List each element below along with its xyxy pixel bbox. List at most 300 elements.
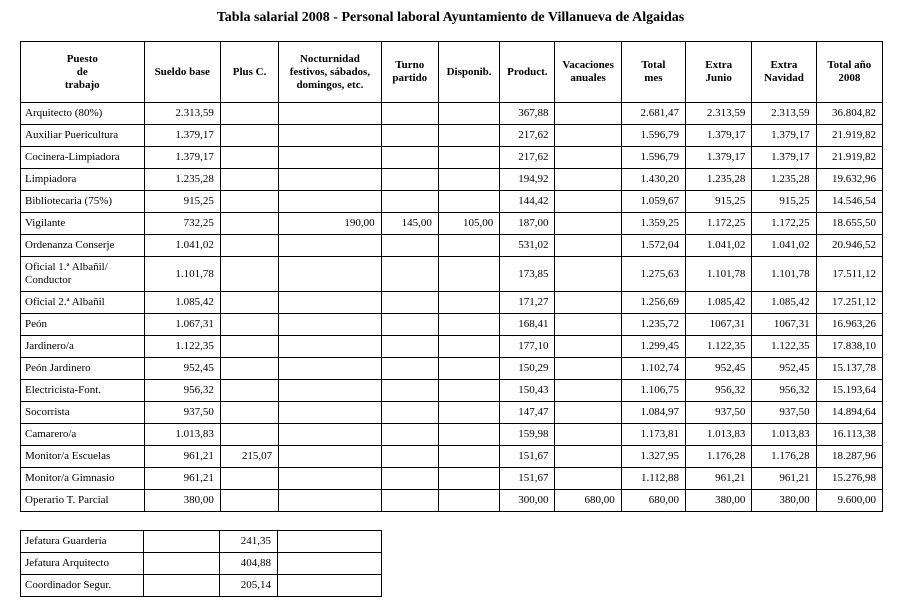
puesto-text: Operario T. Parcial	[25, 494, 109, 506]
header-text: Product.	[507, 65, 548, 78]
plus-c-cell	[220, 257, 278, 292]
disponib-cell	[438, 191, 499, 213]
vacaciones-cell	[555, 358, 621, 380]
puesto-text: Limpiadora	[25, 173, 77, 185]
product-cell: 173,85	[500, 257, 555, 292]
total-ano-cell: 36.804,82	[816, 103, 882, 125]
extra-navidad-cell: 915,25	[752, 191, 816, 213]
plus-c-cell	[220, 490, 278, 512]
nocturnidad-cell	[279, 257, 381, 292]
vacaciones-cell	[555, 147, 621, 169]
sueldo-base-cell: 1.101,78	[144, 257, 220, 292]
supplement-empty-cell	[278, 553, 382, 575]
vacaciones-header	[555, 42, 621, 103]
plus-c-cell	[220, 424, 278, 446]
extra-junio-cell: 1.013,83	[686, 424, 752, 446]
puesto-text: Monitor/a Gimnasio	[25, 472, 115, 484]
supplement-row	[21, 531, 382, 553]
extra-navidad-cell: 1.041,02	[752, 235, 816, 257]
table-row	[21, 191, 883, 213]
sueldo-base-cell: 961,21	[144, 446, 220, 468]
extra-junio-cell: 1.176,28	[686, 446, 752, 468]
vacaciones-cell	[555, 292, 621, 314]
vacaciones-cell	[555, 169, 621, 191]
plus-c-cell	[220, 358, 278, 380]
turno-partido-cell	[381, 147, 438, 169]
supplement-empty-cell	[144, 575, 220, 597]
supplement-empty-cell	[144, 553, 220, 575]
total-ano-cell: 14.546,54	[816, 191, 882, 213]
sueldo-base-cell: 1.085,42	[144, 292, 220, 314]
turno-partido-cell	[381, 468, 438, 490]
vacaciones-cell	[555, 191, 621, 213]
product-cell: 177,10	[500, 336, 555, 358]
sueldo-base-cell: 380,00	[144, 490, 220, 512]
turno-partido-cell	[381, 292, 438, 314]
puesto-cell	[21, 380, 145, 402]
turno-partido-cell	[381, 402, 438, 424]
nocturnidad-cell	[279, 402, 381, 424]
total-mes-cell: 680,00	[621, 490, 685, 512]
vacaciones-cell	[555, 257, 621, 292]
disponib-cell	[438, 103, 499, 125]
puesto-text: Monitor/a Escuelas	[25, 450, 111, 462]
vacaciones-cell	[555, 380, 621, 402]
puesto-cell	[21, 213, 145, 235]
disponib-cell	[438, 336, 499, 358]
turno-partido-cell	[381, 446, 438, 468]
table-header-row	[21, 42, 883, 103]
nocturnidad-cell	[279, 468, 381, 490]
supplement-puesto-cell: Coordinador Segur.	[21, 575, 144, 597]
product-cell: 151,67	[500, 446, 555, 468]
table-row	[21, 468, 883, 490]
nocturnidad-cell	[279, 336, 381, 358]
puesto-cell	[21, 191, 145, 213]
vacaciones-cell	[555, 314, 621, 336]
header-text: Disponib.	[446, 65, 492, 78]
turno-partido-header	[381, 42, 438, 103]
extra-navidad-cell: 1.379,17	[752, 147, 816, 169]
disponib-cell	[438, 402, 499, 424]
header-text: Sueldo base	[154, 65, 210, 78]
product-cell: 300,00	[500, 490, 555, 512]
product-cell: 159,98	[500, 424, 555, 446]
disponib-cell	[438, 358, 499, 380]
total-ano-cell: 14.894,64	[816, 402, 882, 424]
salary-table	[20, 41, 883, 512]
vacaciones-cell	[555, 446, 621, 468]
vacaciones-cell	[555, 424, 621, 446]
product-cell: 217,62	[500, 147, 555, 169]
extra-navidad-cell: 937,50	[752, 402, 816, 424]
puesto-text: Cocinera-Limpiadora	[25, 151, 120, 163]
puesto-text: Peón Jardinero	[25, 362, 91, 374]
product-cell: 150,29	[500, 358, 555, 380]
extra-junio-header	[686, 42, 752, 103]
vacaciones-cell	[555, 468, 621, 490]
puesto-text: Peón	[25, 318, 47, 330]
puesto-cell	[21, 257, 145, 292]
nocturnidad-header	[279, 42, 381, 103]
plus-c-cell	[220, 314, 278, 336]
table-row	[21, 292, 883, 314]
disponib-cell: 105,00	[438, 213, 499, 235]
supplement-plus-c-cell: 241,35	[220, 531, 278, 553]
disponib-cell	[438, 380, 499, 402]
total-ano-cell: 17.511,12	[816, 257, 882, 292]
extra-junio-cell: 956,32	[686, 380, 752, 402]
puesto-cell	[21, 103, 145, 125]
vacaciones-cell	[555, 103, 621, 125]
extra-junio-cell: 1.101,78	[686, 257, 752, 292]
sueldo-base-cell: 961,21	[144, 468, 220, 490]
table-row	[21, 336, 883, 358]
header-text: Vacaciones	[562, 59, 614, 71]
extra-navidad-cell: 2.313,59	[752, 103, 816, 125]
total-mes-cell: 2.681,47	[621, 103, 685, 125]
extra-junio-cell: 2.313,59	[686, 103, 752, 125]
extra-navidad-cell: 1.172,25	[752, 213, 816, 235]
extra-navidad-cell: 1.122,35	[752, 336, 816, 358]
plus-c-cell	[220, 213, 278, 235]
puesto-cell	[21, 402, 145, 424]
header-text: Plus C.	[232, 65, 267, 78]
table-row	[21, 103, 883, 125]
header-text: partido	[392, 72, 428, 84]
puesto-cell	[21, 424, 145, 446]
product-cell: 171,27	[500, 292, 555, 314]
supplement-puesto-cell: Jefatura Guardería	[21, 531, 144, 553]
plus-c-cell: 215,07	[220, 446, 278, 468]
puesto-cell	[21, 292, 145, 314]
turno-partido-cell	[381, 103, 438, 125]
turno-partido-cell	[381, 125, 438, 147]
total-mes-cell: 1.059,67	[621, 191, 685, 213]
header-text: anuales	[570, 72, 606, 84]
extra-junio-cell: 380,00	[686, 490, 752, 512]
total-ano-cell: 15.193,64	[816, 380, 882, 402]
product-cell: 147,47	[500, 402, 555, 424]
vacaciones-cell	[555, 235, 621, 257]
total-mes-cell: 1.359,25	[621, 213, 685, 235]
extra-navidad-cell: 1.013,83	[752, 424, 816, 446]
supplement-empty-cell	[144, 531, 220, 553]
nocturnidad-cell	[279, 490, 381, 512]
extra-navidad-cell: 1.235,28	[752, 169, 816, 191]
sueldo-base-cell: 1.379,17	[144, 125, 220, 147]
header-text: Extra	[770, 59, 798, 71]
turno-partido-cell	[381, 191, 438, 213]
puesto-text: Socorrista	[25, 406, 70, 418]
sueldo-base-cell: 1.379,17	[144, 147, 220, 169]
extra-navidad-cell: 1.085,42	[752, 292, 816, 314]
header-text: Junio	[705, 72, 732, 84]
table-row	[21, 380, 883, 402]
plus-c-cell	[220, 380, 278, 402]
total-mes-cell: 1.327,95	[621, 446, 685, 468]
vacaciones-cell: 680,00	[555, 490, 621, 512]
plus-c-cell	[220, 125, 278, 147]
disponib-cell	[438, 147, 499, 169]
total-mes-cell: 1.572,04	[621, 235, 685, 257]
nocturnidad-cell	[279, 235, 381, 257]
disponib-cell	[438, 169, 499, 191]
nocturnidad-cell	[279, 446, 381, 468]
sueldo-base-cell: 1.122,35	[144, 336, 220, 358]
puesto-text: Oficial 2.ª Albañil	[25, 296, 105, 308]
extra-navidad-cell: 1067,31	[752, 314, 816, 336]
plus-c-header	[220, 42, 278, 103]
puesto-text: Oficial 1.ª Albañil/	[25, 261, 108, 273]
plus-c-cell	[220, 147, 278, 169]
turno-partido-cell: 145,00	[381, 213, 438, 235]
sueldo-base-cell: 2.313,59	[144, 103, 220, 125]
sueldo-base-cell: 915,25	[144, 191, 220, 213]
extra-navidad-cell: 952,45	[752, 358, 816, 380]
header-text: Total año	[827, 59, 872, 71]
puesto-cell	[21, 147, 145, 169]
table-row	[21, 257, 883, 292]
total-ano-cell: 9.600,00	[816, 490, 882, 512]
header-text: Navidad	[764, 72, 804, 84]
plus-c-cell	[220, 468, 278, 490]
vacaciones-cell	[555, 125, 621, 147]
extra-navidad-cell: 1.176,28	[752, 446, 816, 468]
total-ano-cell: 20.946,52	[816, 235, 882, 257]
sueldo-base-cell: 937,50	[144, 402, 220, 424]
extra-junio-cell: 1067,31	[686, 314, 752, 336]
puesto-cell	[21, 169, 145, 191]
total-mes-cell: 1.275,63	[621, 257, 685, 292]
total-mes-cell: 1.106,75	[621, 380, 685, 402]
plus-c-cell	[220, 191, 278, 213]
extra-junio-cell: 1.041,02	[686, 235, 752, 257]
turno-partido-cell	[381, 169, 438, 191]
table-row	[21, 169, 883, 191]
supplement-table	[20, 530, 382, 597]
supplement-table-body	[21, 531, 382, 597]
table-row	[21, 314, 883, 336]
extra-junio-cell: 1.122,35	[686, 336, 752, 358]
nocturnidad-cell: 190,00	[279, 213, 381, 235]
puesto-text: Auxiliar Puericultura	[25, 129, 119, 141]
extra-junio-cell: 937,50	[686, 402, 752, 424]
disponib-cell	[438, 235, 499, 257]
plus-c-cell	[220, 235, 278, 257]
extra-navidad-cell: 956,32	[752, 380, 816, 402]
extra-junio-cell: 1.085,42	[686, 292, 752, 314]
table-row	[21, 402, 883, 424]
puesto-cell	[21, 468, 145, 490]
vacaciones-cell	[555, 336, 621, 358]
nocturnidad-cell	[279, 292, 381, 314]
total-ano-cell: 21.919,82	[816, 147, 882, 169]
document-title: Tabla salarial 2008 - Personal laboral Ayuntamiento de Villanueva de Algaidas	[216, 10, 685, 25]
puesto-text: Conductor	[25, 274, 72, 286]
puesto-header	[21, 42, 145, 103]
table-row	[21, 235, 883, 257]
turno-partido-cell	[381, 358, 438, 380]
nocturnidad-cell	[279, 103, 381, 125]
extra-junio-cell: 1.172,25	[686, 213, 752, 235]
header-text: Puesto	[66, 52, 98, 65]
turno-partido-cell	[381, 336, 438, 358]
product-cell: 151,67	[500, 468, 555, 490]
puesto-text: Vigilante	[25, 217, 66, 229]
turno-partido-cell	[381, 380, 438, 402]
supplement-plus-c-cell: 205,14	[220, 575, 278, 597]
sueldo-base-cell: 1.041,02	[144, 235, 220, 257]
total-mes-cell: 1.112,88	[621, 468, 685, 490]
plus-c-cell	[220, 402, 278, 424]
nocturnidad-cell	[279, 380, 381, 402]
puesto-text: Ordenanza Conserje	[25, 239, 115, 251]
extra-junio-cell: 952,45	[686, 358, 752, 380]
extra-navidad-cell: 380,00	[752, 490, 816, 512]
supplement-empty-cell	[278, 575, 382, 597]
sueldo-base-cell: 732,25	[144, 213, 220, 235]
product-cell: 144,42	[500, 191, 555, 213]
turno-partido-cell	[381, 257, 438, 292]
extra-junio-cell: 1.235,28	[686, 169, 752, 191]
total-ano-cell: 17.251,12	[816, 292, 882, 314]
table-body	[21, 103, 883, 512]
extra-navidad-cell: 961,21	[752, 468, 816, 490]
total-ano-cell: 19.632,96	[816, 169, 882, 191]
disponib-cell	[438, 125, 499, 147]
nocturnidad-cell	[279, 424, 381, 446]
extra-junio-cell: 915,25	[686, 191, 752, 213]
total-mes-cell: 1.299,45	[621, 336, 685, 358]
total-ano-cell: 15.137,78	[816, 358, 882, 380]
turno-partido-cell	[381, 314, 438, 336]
disponib-cell	[438, 292, 499, 314]
puesto-cell	[21, 125, 145, 147]
total-ano-cell: 18.287,96	[816, 446, 882, 468]
sueldo-base-header	[144, 42, 220, 103]
product-cell: 367,88	[500, 103, 555, 125]
extra-junio-cell: 1.379,17	[686, 147, 752, 169]
table-row	[21, 490, 883, 512]
table-row	[21, 147, 883, 169]
extra-navidad-cell: 1.101,78	[752, 257, 816, 292]
total-ano-cell: 17.838,10	[816, 336, 882, 358]
puesto-cell	[21, 314, 145, 336]
total-mes-cell: 1.102,74	[621, 358, 685, 380]
puesto-cell	[21, 490, 145, 512]
table-row	[21, 446, 883, 468]
turno-partido-cell	[381, 235, 438, 257]
header-text: festivos, sábados,	[289, 65, 371, 78]
supplement-row	[21, 575, 382, 597]
disponib-cell	[438, 314, 499, 336]
supplement-row	[21, 553, 382, 575]
disponib-header	[438, 42, 499, 103]
table-row	[21, 213, 883, 235]
nocturnidad-cell	[279, 314, 381, 336]
nocturnidad-cell	[279, 169, 381, 191]
nocturnidad-cell	[279, 191, 381, 213]
plus-c-cell	[220, 103, 278, 125]
product-cell: 217,62	[500, 125, 555, 147]
puesto-text: Bibliotecaria (75%)	[25, 195, 113, 207]
product-header	[500, 42, 555, 103]
product-cell: 150,43	[500, 380, 555, 402]
puesto-text: Camarero/a	[25, 428, 77, 440]
supplement-empty-cell	[278, 531, 382, 553]
puesto-cell	[21, 446, 145, 468]
disponib-cell	[438, 490, 499, 512]
plus-c-cell	[220, 169, 278, 191]
total-mes-cell: 1.173,81	[621, 424, 685, 446]
header-text: mes	[644, 72, 663, 84]
turno-partido-cell	[381, 490, 438, 512]
disponib-cell	[438, 468, 499, 490]
puesto-text: Arquitecto (80%)	[25, 107, 103, 119]
total-ano-cell: 21.919,82	[816, 125, 882, 147]
header-text: domingos, etc.	[296, 78, 364, 91]
total-mes-cell: 1.596,79	[621, 125, 685, 147]
product-cell: 168,41	[500, 314, 555, 336]
vacaciones-cell	[555, 402, 621, 424]
total-ano-header	[816, 42, 882, 103]
extra-navidad-header	[752, 42, 816, 103]
sueldo-base-cell: 1.235,28	[144, 169, 220, 191]
puesto-cell	[21, 336, 145, 358]
total-mes-cell: 1.596,79	[621, 147, 685, 169]
nocturnidad-cell	[279, 125, 381, 147]
table-row	[21, 424, 883, 446]
sueldo-base-cell: 1.067,31	[144, 314, 220, 336]
vacaciones-cell	[555, 213, 621, 235]
total-mes-cell: 1.235,72	[621, 314, 685, 336]
supplement-puesto-cell: Jefatura Arquitecto	[21, 553, 144, 575]
header-text: 2008	[838, 72, 861, 84]
nocturnidad-cell	[279, 358, 381, 380]
extra-junio-cell: 961,21	[686, 468, 752, 490]
total-ano-cell: 16.113,38	[816, 424, 882, 446]
total-mes-cell: 1.084,97	[621, 402, 685, 424]
puesto-cell	[21, 358, 145, 380]
total-ano-cell: 16.963,26	[816, 314, 882, 336]
turno-partido-cell	[381, 424, 438, 446]
total-ano-cell: 15.276,98	[816, 468, 882, 490]
disponib-cell	[438, 446, 499, 468]
header-text: trabajo	[64, 78, 100, 91]
header-text: Nocturnidad	[299, 52, 360, 65]
header-text: Extra	[705, 59, 733, 71]
supplement-plus-c-cell: 404,88	[220, 553, 278, 575]
product-cell: 187,00	[500, 213, 555, 235]
puesto-text: Jardinero/a	[25, 340, 74, 352]
extra-junio-cell: 1.379,17	[686, 125, 752, 147]
total-ano-cell: 18.655,50	[816, 213, 882, 235]
product-cell: 194,92	[500, 169, 555, 191]
sueldo-base-cell: 952,45	[144, 358, 220, 380]
extra-navidad-cell: 1.379,17	[752, 125, 816, 147]
disponib-cell	[438, 257, 499, 292]
sueldo-base-cell: 956,32	[144, 380, 220, 402]
sueldo-base-cell: 1.013,83	[144, 424, 220, 446]
header-text: de	[76, 65, 88, 78]
disponib-cell	[438, 424, 499, 446]
total-mes-cell: 1.430,20	[621, 169, 685, 191]
total-mes-cell: 1.256,69	[621, 292, 685, 314]
table-row	[21, 125, 883, 147]
plus-c-cell	[220, 292, 278, 314]
table-row	[21, 358, 883, 380]
